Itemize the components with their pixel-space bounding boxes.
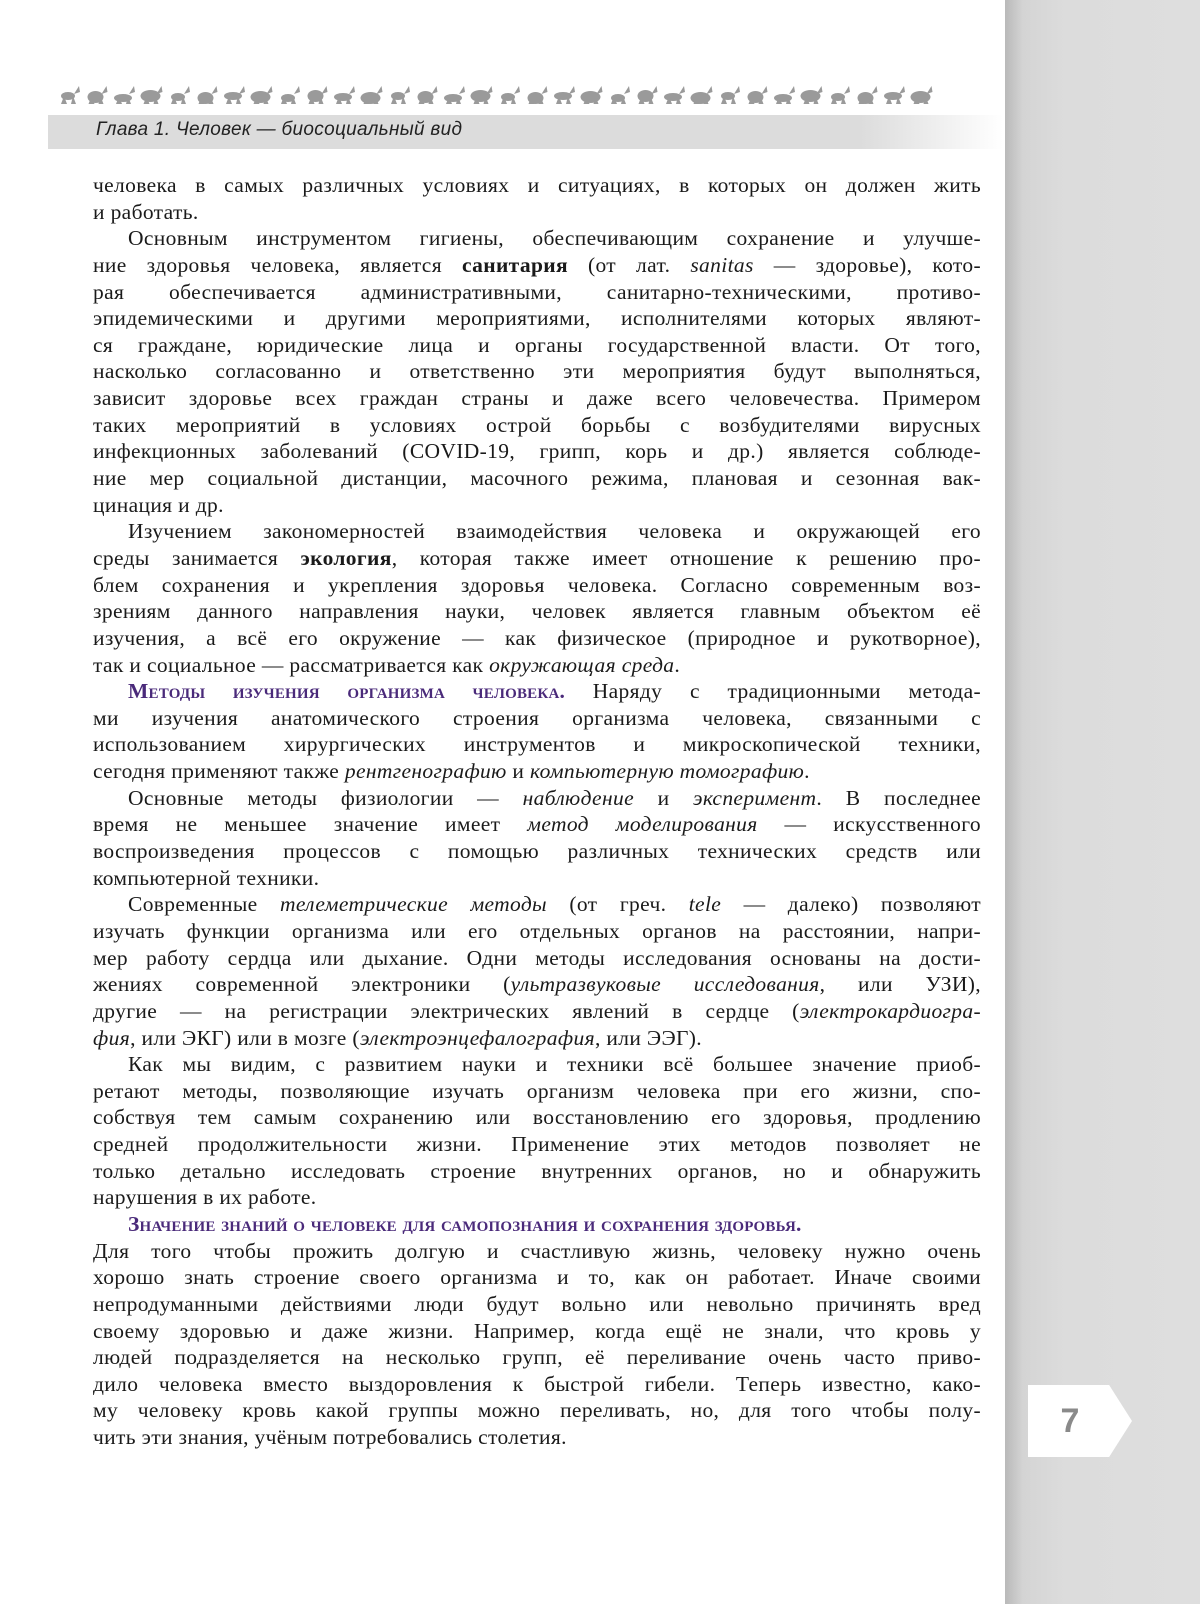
text-segment: му человеку кровь какой группы можно переливать, но, для того чтобы полу- [93,1398,981,1423]
text-line [93,412,981,439]
text-segment: средней продолжительности жизни. Применение этих методов позволяет не [93,1132,981,1157]
animal-silhouette-icon [911,86,933,104]
animal-silhouette-icon [581,86,603,104]
paragraph [93,225,981,518]
italic-term: окружающая среда [489,652,675,677]
text-segment: изучения, а всё его окружение — как физическое (природное и рукотворное), [93,625,981,650]
text-segment: ретают методы, позволяющие изучать организм человека при его жизни, спо- [93,1078,981,1103]
italic-term: метод моделирования [527,812,758,837]
italic-term: эксперимент [693,785,817,810]
text-segment: эпидемическими и другими мероприятиями, исполнителями которых являют- [93,306,981,331]
text-line [93,1371,981,1398]
text-segment: воспроизведения процессов с помощью различных технических средств или [93,839,981,864]
text-line [93,838,981,865]
animal-silhouette-icon [61,86,80,104]
text-line [93,678,981,705]
text-segment: , или ЭКГ) или в мозге ( [130,1025,360,1050]
animal-silhouette-icon [224,86,245,104]
text-line [93,785,981,812]
text-segment: мер работу сердца или дыхание. Одни методы исследования основаны на дости- [93,945,981,970]
text-line [93,998,981,1025]
text-segment: (от греч. [546,892,689,917]
text-line [93,225,981,252]
text-segment: только детально исследовать строение внутренних органов, но и обнаружить [93,1158,981,1183]
text-segment: . [804,759,810,784]
text-segment: своему здоровью и даже жизни. Например, когда ещё не знали, что кровь у [93,1318,981,1343]
text-line [93,1424,981,1451]
text-line [93,1344,981,1371]
paragraph [93,891,981,1051]
text-line [93,598,981,625]
animal-silhouette-icon [141,86,163,104]
text-line [93,385,981,412]
text-segment: нарушения в их работе. [93,1185,317,1210]
text-line [93,492,981,519]
text-segment: человека в самых различных условиях и ситуациях, в которых он должен жить [93,173,981,197]
text-segment: ся граждане, юридические лица и органы государственной власти. От того, [93,332,981,357]
text-segment: сегодня применяют также [93,759,345,784]
text-line [93,918,981,945]
text-line [93,1078,981,1105]
animal-silhouette-icon [114,86,135,104]
text-segment: блем сохранения и укрепления здоровья человека. Согласно современным воз- [93,572,981,597]
text-line [93,1025,981,1052]
chapter-title: Глава 1. Человек — биосоциальный вид [96,119,463,140]
text-line [93,625,981,652]
animal-silhouette-icon [801,86,823,104]
text-segment: — далеко) позволяют [721,892,982,917]
animal-silhouette-icon [528,86,548,104]
animal-silhouette-icon [721,86,740,104]
text-line [93,1184,981,1211]
text-line [93,545,981,572]
animal-silhouette-icon [501,86,520,104]
page-number: 7 [1060,1401,1080,1440]
page-margin-strip [1005,0,1200,1604]
text-segment: собствуя тем самым сохранению или восстановлению его здоровья, продлению [93,1105,981,1130]
text-segment: компьютерной техники. [93,865,320,890]
text-segment: и [633,785,694,810]
text-segment: . В последнее [816,785,981,810]
paragraph [93,1211,981,1451]
text-segment: Основным инструментом гигиены, обеспечивающим сохранение и улучше- [128,226,981,251]
text-segment: изучать функции организма или его отдельных органов на расстоянии, напри- [93,918,981,943]
animal-silhouette-icon [308,86,328,104]
text-line [93,945,981,972]
text-segment: Основные методы физиологии — [128,785,523,810]
italic-term: электроэнцефалография [359,1025,595,1050]
text-segment: Наряду с традиционными метода- [565,679,981,704]
text-segment: Как мы видим, с развитием науки и техники всё большее значение приоб- [128,1052,981,1077]
text-line [93,1104,981,1131]
text-line [93,1051,981,1078]
animal-silhouettes-icon [48,82,948,110]
italic-term: электрокардиогра- [799,998,981,1023]
animal-silhouette-icon [638,86,658,104]
section-heading: Методы изучения организма человека. [128,679,566,704]
text-line [93,811,981,838]
text-segment: дило человека вместо выздоровления к быстрой гибели. Теперь известно, како- [93,1371,981,1396]
text-line [93,572,981,599]
text-segment: людей подразделяется на несколько групп, её переливание очень часто приво- [93,1345,981,1370]
animal-silhouette-icon [831,86,850,104]
text-segment: непродуманными действиями люди будут вольно или невольно причинять вред [93,1291,981,1316]
text-segment: зрениям данного направления науки, человек является главным объектом её [93,599,981,624]
animal-silhouette-icon [281,86,300,104]
text-line [93,1264,981,1291]
animal-silhouette-icon [171,86,190,104]
animal-silhouette-icon [471,86,493,104]
text-line [93,1158,981,1185]
text-line [93,1211,981,1238]
text-segment: — искусственного [757,812,981,837]
text-segment: — здоровье), кото- [753,252,981,277]
text-segment: . [674,652,681,677]
animal-silhouette-icon [251,86,273,104]
text-line [93,1238,981,1265]
text-line [93,172,981,199]
bold-term: санитария [461,252,568,277]
text-segment: рая обеспечивается административными, санитарно-техническими, противо- [93,279,981,304]
text-segment: цинация и др. [93,492,224,517]
italic-term: компьютерную томографию [529,759,805,784]
text-line [93,279,981,306]
paragraph [93,172,981,225]
text-segment: так и социальное — рассматривается как [93,652,490,677]
animal-silhouette-icon [361,86,383,104]
text-segment: использованием хирургических инструментов и микроскопической техники, [93,732,981,757]
section-heading: Значение знаний о человеке для самопознания и сохранения здоровья. [128,1211,802,1236]
italic-term: sanitas [690,252,754,277]
paragraph [93,1051,981,1211]
text-line [93,465,981,492]
text-line [93,332,981,359]
text-line [93,305,981,332]
text-line [93,652,981,679]
italic-term: рентгенографию [344,759,507,784]
text-line [93,1397,981,1424]
text-segment: , или УЗИ), [819,972,981,997]
animal-silhouette-icon [884,86,905,104]
text-line [93,1318,981,1345]
bold-term: экология [300,545,392,570]
text-segment: хорошо знать строение своего организма и то, как он работает. Иначе своими [93,1265,981,1290]
text-line [93,252,981,279]
text-line [93,518,981,545]
italic-term: телеметрические методы [279,892,547,917]
text-segment: (от лат. [567,252,691,277]
animal-silhouette-icon [334,86,355,104]
animal-silhouette-icon [554,86,575,104]
italic-term: наблюдение [522,785,634,810]
text-segment: и работать. [93,199,199,224]
animal-silhouette-icon [611,86,630,104]
text-line [93,731,981,758]
text-line [93,358,981,385]
text-line [93,1131,981,1158]
paragraph [93,518,981,678]
text-segment: таких мероприятий в условиях острой борьбы с возбудителями вирусных [93,412,981,437]
text-line [93,199,981,226]
text-line [93,971,981,998]
animal-silhouette-icon [88,86,108,104]
text-segment: зависит здоровье всех граждан страны и даже всего человечества. Примером [93,386,981,411]
animal-silhouette-icon [391,86,410,104]
italic-term: ультразвуковые исследования [510,972,820,997]
text-segment: Для того чтобы прожить долгую и счастливую жизнь, человеку нужно очень [93,1238,981,1263]
text-segment: ние здоровья человека, является [93,252,462,277]
animal-silhouette-icon [691,86,713,104]
text-line [93,438,981,465]
text-segment: инфекционных заболеваний (COVID-19, грипп, корь и др.) является соблюде- [93,439,981,464]
text-segment: жениях современной электроники ( [93,972,511,997]
text-line [93,1291,981,1318]
animal-silhouette-icon [198,86,218,104]
text-segment: ми изучения анатомического строения организма человека, связанными с [93,705,981,730]
text-line [93,705,981,732]
animal-silhouette-icon [664,86,685,104]
text-segment: ние мер социальной дистанции, масочного режима, плановая и сезонная вак- [93,466,981,491]
italic-term: tele [688,892,722,917]
animal-silhouette-icon [418,86,438,104]
text-segment: другие — на регистрации электрических явлений в сердце ( [93,998,800,1023]
text-segment: и [506,759,530,784]
text-segment: среды занимается [93,545,301,570]
text-segment: время не меньшее значение имеет [93,812,528,837]
text-line [93,891,981,918]
text-segment: Изучением закономерностей взаимодействия человека и окружающей его [128,519,981,544]
paragraph [93,678,981,785]
animal-silhouette-icon [774,86,795,104]
text-segment: Современные [128,892,280,917]
animal-silhouette-icon [858,86,878,104]
text-segment: насколько согласованно и ответственно эти мероприятия будут выполняться, [93,359,981,384]
text-segment: , или ЭЭГ). [594,1025,703,1050]
italic-term: фия [93,1025,131,1050]
text-segment: чить эти знания, учёным потребовались столетия. [93,1425,567,1450]
animal-silhouette-icon [444,86,465,104]
paragraph [93,785,981,892]
text-segment: , которая также имеет отношение к решению про- [391,545,981,570]
text-line [93,758,981,785]
animal-silhouette-icon [748,86,768,104]
text-line [93,865,981,892]
body-text [93,172,981,1451]
